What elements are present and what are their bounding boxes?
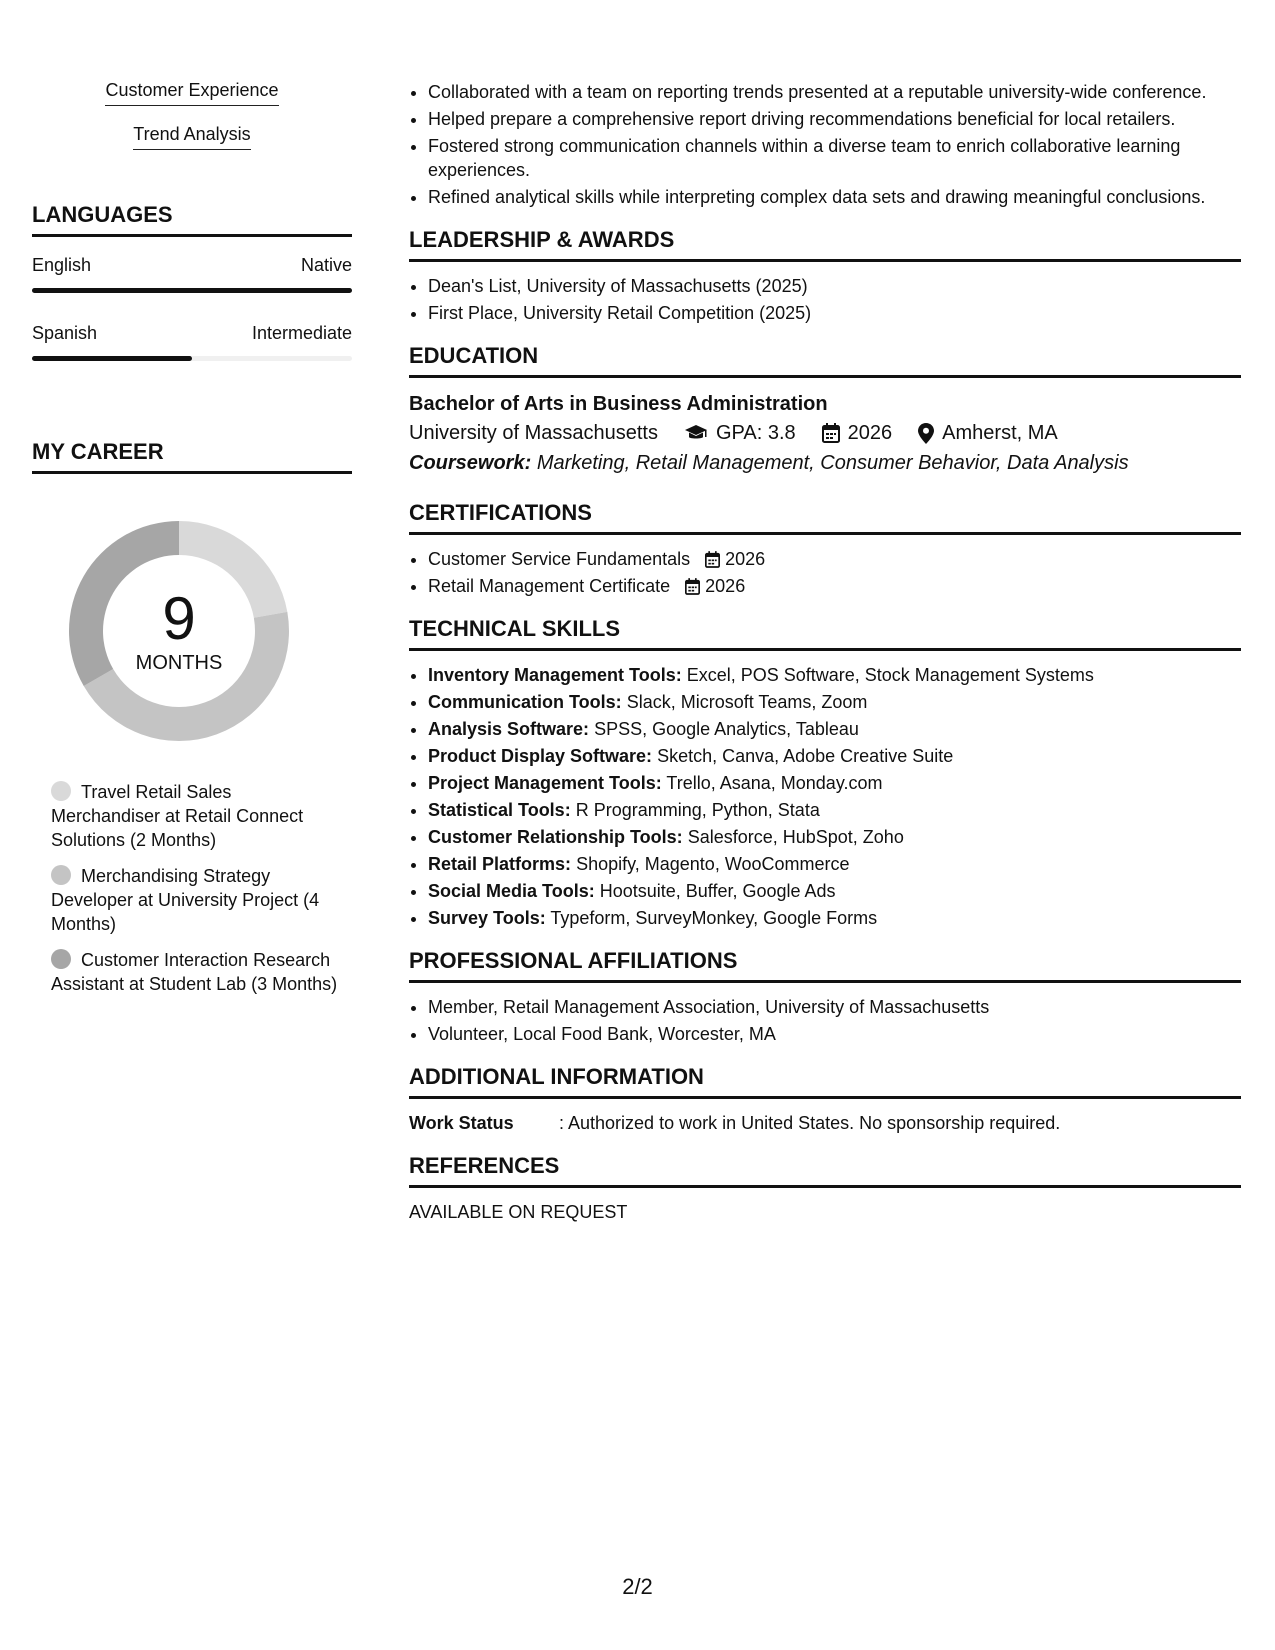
skill-category: Customer Relationship Tools: bbox=[428, 827, 683, 847]
coursework-label: Coursework: bbox=[409, 452, 532, 474]
legend-dot bbox=[51, 949, 71, 969]
page-number: 2/2 bbox=[622, 1574, 653, 1599]
legend-item bbox=[51, 948, 341, 996]
career-section bbox=[32, 439, 352, 996]
technical-skill-item bbox=[428, 717, 1241, 741]
leadership-heading: LEADERSHIP & AWARDS bbox=[409, 227, 1241, 262]
references-heading: REFERENCES bbox=[409, 1153, 1241, 1188]
certification-item bbox=[428, 547, 1241, 571]
education-location: Amherst, MA bbox=[942, 422, 1058, 444]
technical-skill-item bbox=[428, 852, 1241, 876]
leadership-item: • First Place, University Retail Competition (2025) bbox=[428, 301, 1241, 325]
skill-values: R Programming, Python, Stata bbox=[575, 800, 820, 820]
right-column bbox=[409, 80, 1241, 1224]
experience-bullet: • Helped prepare a comprehensive report driving recommendations beneficial for local retailers. bbox=[428, 107, 1241, 131]
skill-category: Retail Platforms: bbox=[428, 854, 572, 874]
technical-skill-item bbox=[428, 744, 1241, 768]
affiliation-item: • Volunteer, Local Food Bank, Worcester, MA bbox=[428, 1022, 1241, 1046]
language-level: Intermediate bbox=[251, 323, 352, 343]
skills-tags bbox=[32, 80, 352, 150]
language-item bbox=[32, 255, 352, 293]
experience-bullet: • Refined analytical skills while interpreting complex data sets and drawing meaningful conclusions. bbox=[428, 185, 1241, 209]
legend-label: Customer Interaction Research Assistant at Student Lab (3 Months) bbox=[51, 950, 338, 994]
skill-category: Social Media Tools: bbox=[428, 881, 595, 901]
affiliations-list bbox=[409, 995, 1241, 1046]
education-details bbox=[409, 418, 1241, 448]
education-degree: Bachelor of Arts in Business Administration bbox=[409, 393, 828, 415]
legend-dot bbox=[51, 865, 71, 885]
skill-values: Typeform, SurveyMonkey, Google Forms bbox=[550, 908, 878, 928]
certification-name: Retail Management Certificate bbox=[428, 576, 671, 596]
skill-category: Analysis Software: bbox=[428, 719, 590, 739]
education-coursework bbox=[409, 448, 1241, 478]
skill-category: Statistical Tools: bbox=[428, 800, 571, 820]
certification-name: Customer Service Fundamentals bbox=[428, 549, 691, 569]
work-status-value: : Authorized to work in United States. No sponsorship required. bbox=[559, 1113, 1061, 1133]
language-bar-fill bbox=[32, 288, 352, 293]
technical-skill-item bbox=[428, 825, 1241, 849]
education-gpa: GPA: 3.8 bbox=[715, 422, 796, 444]
certification-item bbox=[428, 574, 1241, 598]
career-total-unit: MONTHS bbox=[135, 651, 223, 674]
technical-skill-item bbox=[428, 879, 1241, 903]
skill-values: SPSS, Google Analytics, Tableau bbox=[594, 719, 859, 739]
skill-category: Communication Tools: bbox=[428, 692, 622, 712]
certifications-heading: CERTIFICATIONS bbox=[409, 500, 1241, 535]
technical-skill-item bbox=[428, 771, 1241, 795]
experience-bullets bbox=[409, 80, 1241, 209]
certifications-list bbox=[409, 547, 1241, 598]
calendar-icon bbox=[685, 578, 700, 595]
leadership-item: • Dean's List, University of Massachusetts (2025) bbox=[428, 274, 1241, 298]
skill-tag: Customer Experience bbox=[105, 80, 278, 106]
legend-label: Travel Retail Sales Merchandiser at Retail Connect Solutions (2 Months) bbox=[51, 782, 304, 850]
skill-category: Project Management Tools: bbox=[428, 773, 662, 793]
language-bar bbox=[32, 356, 352, 361]
work-status-label: Work Status bbox=[409, 1113, 514, 1133]
certification-year: 2026 bbox=[725, 549, 766, 569]
skill-values: Trello, Asana, Monday.com bbox=[666, 773, 883, 793]
education-year: 2026 bbox=[847, 422, 893, 444]
technical-skills-heading: TECHNICAL SKILLS bbox=[409, 616, 1241, 651]
skill-tag: Trend Analysis bbox=[133, 124, 250, 150]
skill-values: Salesforce, HubSpot, Zoho bbox=[687, 827, 904, 847]
career-total-number: 9 bbox=[162, 584, 196, 652]
skill-values: Excel, POS Software, Stock Management Systems bbox=[686, 665, 1094, 685]
leadership-list bbox=[409, 274, 1241, 325]
affiliation-item: • Member, Retail Management Association, University of Massachusetts bbox=[428, 995, 1241, 1019]
coursework-list: Marketing, Retail Management, Consumer Behavior, Data Analysis bbox=[536, 452, 1129, 474]
language-item bbox=[32, 323, 352, 361]
career-legend bbox=[32, 780, 341, 996]
languages-section bbox=[32, 202, 352, 361]
skill-values: Shopify, Magento, WooCommerce bbox=[576, 854, 850, 874]
legend-item bbox=[51, 864, 341, 936]
calendar-icon bbox=[822, 423, 840, 443]
calendar-icon bbox=[705, 551, 720, 568]
legend-dot bbox=[51, 781, 71, 801]
experience-bullet: • Fostered strong communication channels within a diverse team to enrich collaborative learning experiences. bbox=[428, 134, 1241, 182]
career-donut-chart bbox=[64, 516, 294, 746]
language-bar bbox=[32, 288, 352, 293]
additional-info-heading: ADDITIONAL INFORMATION bbox=[409, 1064, 1241, 1099]
technical-skill-item bbox=[428, 906, 1241, 930]
affiliations-heading: PROFESSIONAL AFFILIATIONS bbox=[409, 948, 1241, 983]
technical-skill-item bbox=[428, 690, 1241, 714]
graduation-cap-icon bbox=[684, 424, 708, 442]
technical-skills-list bbox=[409, 663, 1241, 930]
education-school: University of Massachusetts bbox=[409, 422, 658, 444]
technical-skill-item bbox=[428, 663, 1241, 687]
legend-label: Merchandising Strategy Developer at University Project (4 Months) bbox=[51, 866, 320, 934]
certification-year: 2026 bbox=[705, 576, 746, 596]
left-column bbox=[32, 80, 352, 1008]
skill-values: Slack, Microsoft Teams, Zoom bbox=[626, 692, 868, 712]
skill-values: Sketch, Canva, Adobe Creative Suite bbox=[657, 746, 954, 766]
references-text: AVAILABLE ON REQUEST bbox=[409, 1202, 628, 1222]
language-name: English bbox=[32, 255, 92, 275]
technical-skill-item bbox=[428, 798, 1241, 822]
legend-item bbox=[51, 780, 341, 852]
skill-values: Hootsuite, Buffer, Google Ads bbox=[599, 881, 836, 901]
language-level: Native bbox=[300, 255, 352, 275]
skill-category: Product Display Software: bbox=[428, 746, 653, 766]
skill-category: Inventory Management Tools: bbox=[428, 665, 682, 685]
languages-heading: LANGUAGES bbox=[32, 202, 352, 237]
language-name: Spanish bbox=[32, 323, 98, 343]
education-heading: EDUCATION bbox=[409, 343, 1241, 378]
skill-category: Survey Tools: bbox=[428, 908, 546, 928]
language-bar-fill bbox=[32, 356, 192, 361]
career-heading: MY CAREER bbox=[32, 439, 352, 474]
map-pin-icon bbox=[918, 423, 934, 444]
work-status-row bbox=[409, 1111, 1241, 1135]
experience-bullet: • Collaborated with a team on reporting trends presented at a reputable university-wide conference. bbox=[428, 80, 1241, 104]
